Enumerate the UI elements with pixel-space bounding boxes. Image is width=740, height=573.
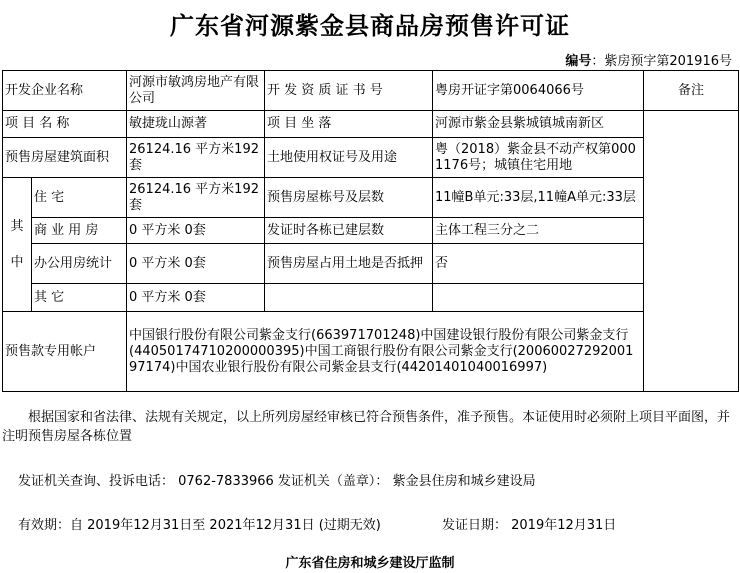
qualification-label: 开 发 资 质 证 书 号 [265, 71, 433, 111]
account-label: 预售款专用帐户 [3, 312, 127, 392]
buildings-label: 预售房屋栋号及层数 [265, 178, 433, 218]
qualification-value: 粤房开证字第0064066号 [433, 71, 644, 111]
approval-note: 根据国家和省法律、法规有关规定，以上所列房屋经审核已符合预售条件，准予预售。本证使用时必须附上项目平面图，并注明预售房屋各栋位置 [2, 410, 731, 444]
table-row [3, 111, 739, 138]
table-row [3, 312, 739, 392]
mortgage-label: 预售房屋占用土地是否抵押 [265, 244, 433, 284]
number-value: ：紫房预字第201916号 [591, 54, 732, 69]
account-value: 中国银行股份有限公司紫金支行(663971701248)中国建设银行股份有限公司紫金支行(44050174710200000395)中国工商银行股份有限公司紫金支行(2006002729200197174)中国农业银行股份有限公司紫金县支行(44201401040016997) [127, 312, 644, 392]
project-name-value: 敏捷珑山源著 [127, 111, 265, 138]
document-title: 广东省河源紫金县商品房预售许可证 [170, 12, 570, 40]
issue-date: 发证日期： 2019年12月31日 [442, 518, 617, 533]
blank-cell [265, 284, 433, 312]
blank-cell [433, 284, 644, 312]
land-cert-label: 土地使用权证号及用途 [265, 138, 433, 178]
validity-line: 有效期：自 2019年12月31日至 2021年12月31日 (过期无效) [18, 518, 381, 533]
table-row [3, 284, 739, 312]
table-row [3, 178, 739, 218]
land-cert-value: 粤（2018）紫金县不动产权第0001176号；城镇住宅用地 [433, 138, 644, 178]
office-value: 0 平方米 0套 [127, 244, 265, 284]
residential-value: 26124.16 平方米192套 [127, 178, 265, 218]
contact-line: 发证机关查询、投诉电话： 0762-7833966 发证机关（盖章）： 紫金县住房和城乡建设局 [18, 474, 536, 489]
number-label: 编号 [565, 54, 592, 69]
buildings-value: 11幢B单元:33层,11幢A单元:33层 [433, 178, 644, 218]
project-location-label: 项 目 坐 落 [265, 111, 433, 138]
office-label: 办公用房统计 [32, 244, 127, 284]
project-name-label: 项 目 名 称 [3, 111, 127, 138]
commercial-value: 0 平方米 0套 [127, 218, 265, 244]
developer-label: 开发企业名称 [3, 71, 127, 111]
of-which-label: 其 中 [3, 178, 32, 312]
table-row [3, 138, 739, 178]
remark-cell [644, 111, 739, 392]
presale-area-value: 26124.16 平方米192套 [127, 138, 265, 178]
other-label: 其 它 [32, 284, 127, 312]
floors-label: 发证时各栋已建层数 [265, 218, 433, 244]
other-value: 0 平方米 0套 [127, 284, 265, 312]
developer-value: 河源市敏鸿房地产有限公司 [127, 71, 265, 111]
project-location-value: 河源市紫金县紫城镇城南新区 [433, 111, 644, 138]
mortgage-value: 否 [433, 244, 644, 284]
footer-supervisor: 广东省住房和城乡建设厅监制 [285, 556, 455, 571]
table-row [3, 71, 739, 111]
presale-area-label: 预售房屋建筑面积 [3, 138, 127, 178]
residential-label: 住 宅 [32, 178, 127, 218]
floors-value: 主体工程三分之二 [433, 218, 644, 244]
permit-number [565, 50, 732, 69]
table-row [3, 244, 739, 284]
permit-table [2, 70, 739, 392]
commercial-label: 商 业 用 房 [32, 218, 127, 244]
table-row [3, 218, 739, 244]
remark-label: 备注 [644, 71, 739, 111]
